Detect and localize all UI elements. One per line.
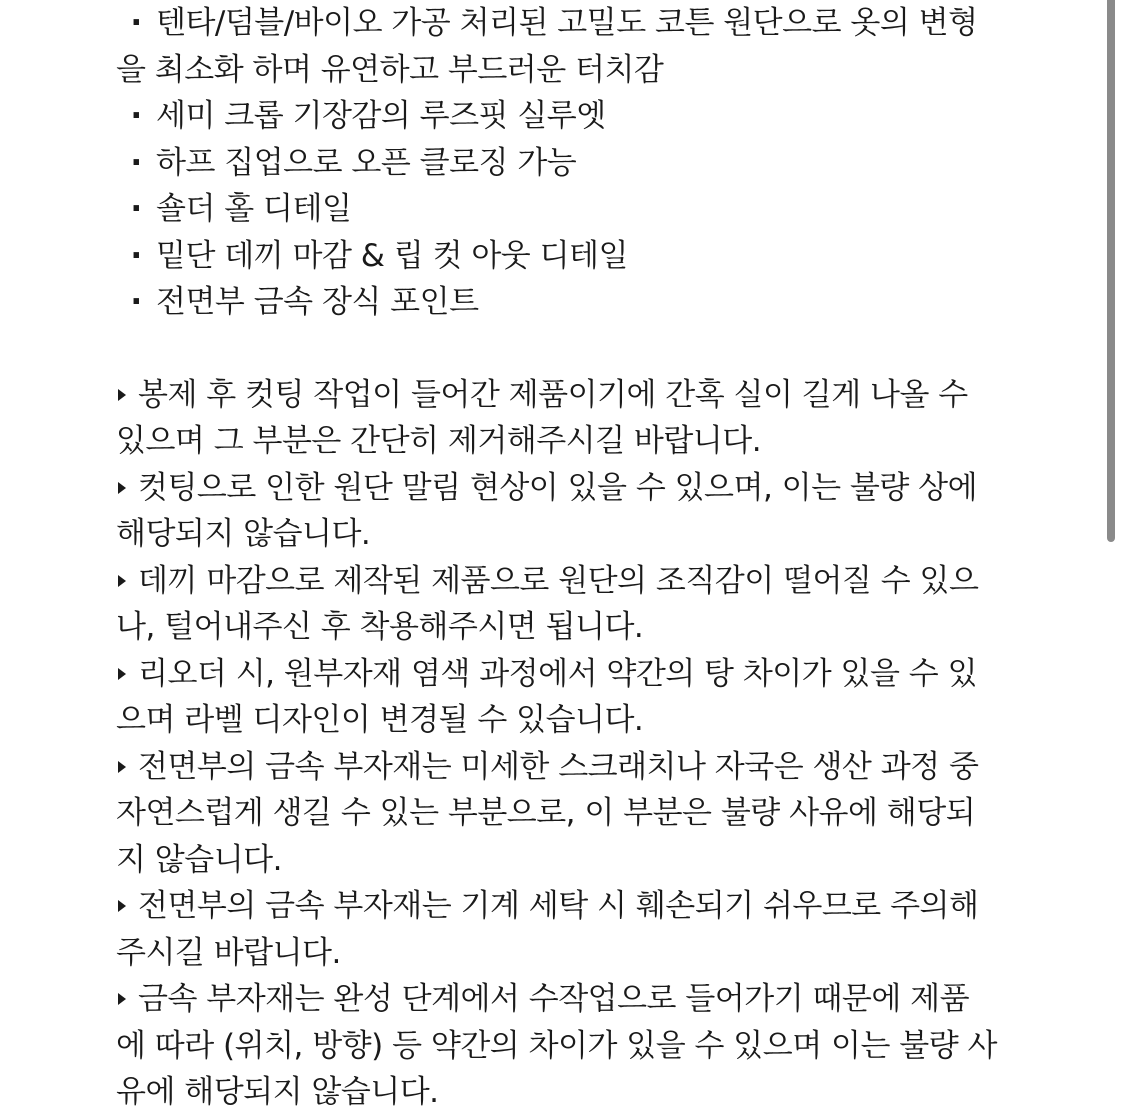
feature-item (116, 279, 996, 326)
notice-item-continuation (116, 697, 996, 744)
notice-item (116, 883, 996, 930)
triangle-right-icon (118, 482, 126, 494)
notice-text: 주시길 바랍니다. (116, 934, 341, 971)
notice-text: 있으며 그 부분은 간단히 제거해주시길 바랍니다. (116, 423, 762, 459)
notice-text: 리오더 시, 원부자재 염색 과정에서 약간의 탕 차이가 있을 수 있 (138, 655, 978, 692)
notice-item (116, 744, 996, 791)
bullet-dot-icon: · (130, 237, 142, 274)
feature-text: 숄더 홀 디테일 (156, 191, 352, 227)
notice-item (116, 465, 996, 512)
notice-text: 지 않습니다. (116, 841, 282, 878)
notice-text: 에 따라 (위치, 방향) 등 약간의 차이가 있을 수 있으며 이는 불량 사 (116, 1027, 997, 1064)
notice-text: 유에 해당되지 않습니다. (116, 1074, 439, 1110)
feature-item (116, 140, 996, 187)
notice-text: 전면부의 금속 부자재는 기계 세탁 시 훼손되기 쉬우므로 주의해 (138, 888, 979, 924)
notice-text: 나, 털어내주신 후 착용해주시면 됩니다. (116, 609, 644, 645)
triangle-right-icon (118, 389, 126, 401)
feature-text: 밑단 데끼 마감 & 립 컷 아웃 디테일 (156, 237, 628, 274)
bullet-dot-icon: · (130, 5, 142, 41)
triangle-right-icon (118, 575, 126, 587)
notice-item (116, 372, 996, 419)
notice-item (116, 558, 996, 605)
notice-text: 으며 라벨 디자인이 변경될 수 있습니다. (116, 702, 644, 738)
bullet-dot-icon: · (130, 144, 142, 181)
feature-item (116, 186, 996, 233)
notice-item-continuation (116, 604, 996, 651)
notice-text: 금속 부자재는 완성 단계에서 수작업으로 들어가기 때문에 제품 (138, 981, 970, 1017)
feature-text: 전면부 금속 장식 포인트 (156, 284, 479, 320)
feature-text: 세미 크롭 기장감의 루즈핏 실루엣 (156, 98, 606, 134)
triangle-right-icon (118, 668, 126, 680)
triangle-right-icon (118, 900, 126, 912)
notice-item-continuation (116, 418, 996, 465)
triangle-right-icon (118, 993, 126, 1005)
notice-item-continuation (116, 1023, 996, 1070)
feature-item-continuation (116, 47, 996, 94)
bullet-dot-icon: · (130, 284, 142, 320)
section-spacer (116, 326, 996, 372)
feature-item (116, 93, 996, 140)
feature-item (116, 0, 996, 47)
notice-list (116, 372, 996, 1116)
feature-item (116, 233, 996, 280)
notice-item-continuation (116, 1069, 996, 1116)
feature-list (116, 0, 996, 326)
notice-item-continuation (116, 930, 996, 977)
notice-item (116, 651, 996, 698)
bullet-dot-icon: · (130, 98, 142, 134)
notice-text: 전면부의 금속 부자재는 미세한 스크래치나 자국은 생산 과정 중 (138, 748, 979, 785)
vertical-scrollbar-thumb[interactable] (1107, 0, 1115, 542)
triangle-right-icon (118, 761, 126, 773)
notice-text: 컷팅으로 인한 원단 말림 현상이 있을 수 있으며, 이는 불량 상에 (138, 469, 978, 506)
feature-text: 텐타/덤블/바이오 가공 처리된 고밀도 코튼 원단으로 옷의 변형 (156, 5, 978, 41)
notice-item-continuation (116, 511, 996, 558)
feature-text: 하프 집업으로 오픈 클로징 가능 (156, 144, 577, 181)
notice-item (116, 976, 996, 1023)
notice-text: 봉제 후 컷팅 작업이 들어간 제품이기에 간혹 실이 길게 나올 수 (138, 376, 968, 413)
notice-item-continuation (116, 790, 996, 837)
feature-text: 을 최소화 하며 유연하고 부드러운 터치감 (116, 51, 664, 88)
notice-text: 자연스럽게 생길 수 있는 부분으로, 이 부분은 불량 사유에 해당되 (116, 795, 976, 831)
notice-text: 데끼 마감으로 제작된 제품으로 원단의 조직감이 떨어질 수 있으 (138, 562, 979, 599)
notice-item-continuation (116, 837, 996, 884)
notice-text: 해당되지 않습니다. (116, 516, 371, 552)
product-description (116, 0, 996, 1116)
bullet-dot-icon: · (130, 191, 142, 227)
